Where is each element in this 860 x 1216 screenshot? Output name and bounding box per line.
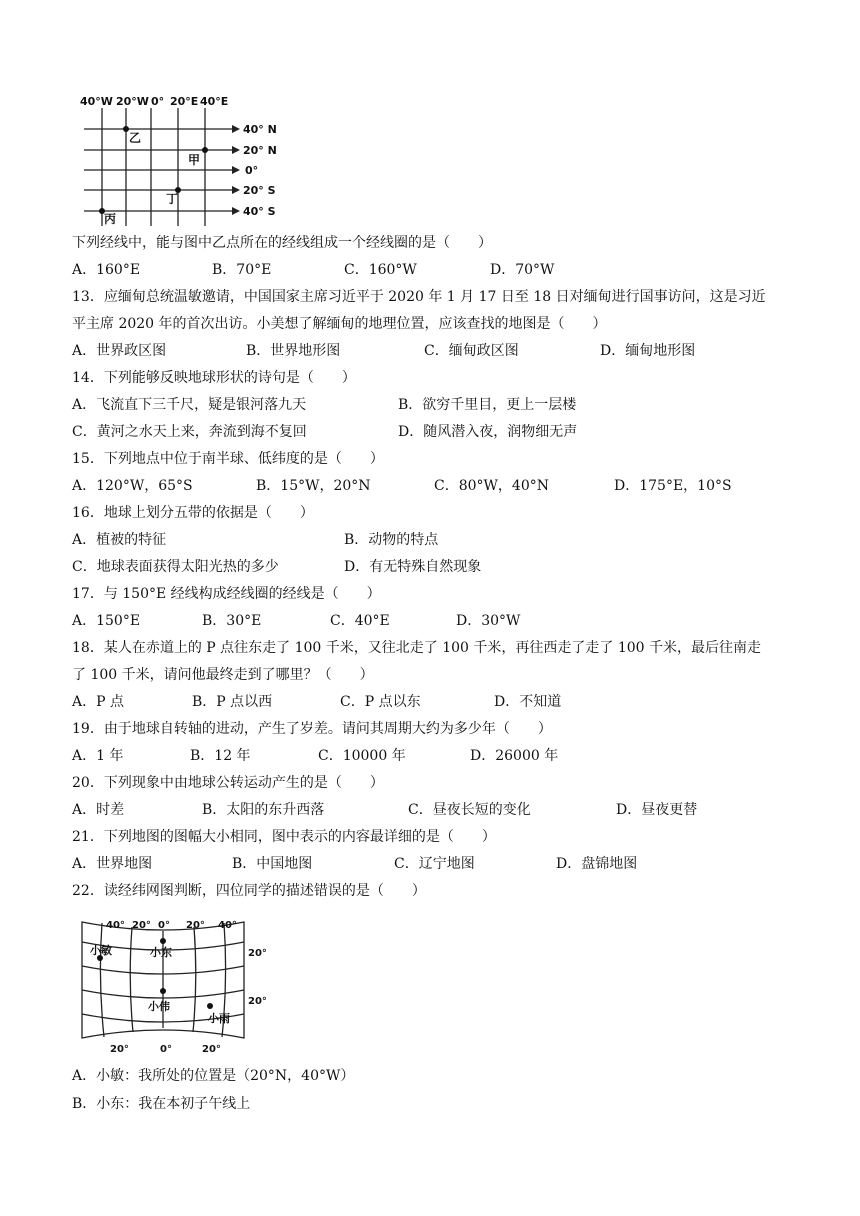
- q18-options: [72, 692, 792, 712]
- q12-option-b[interactable]: B．70°E: [212, 262, 272, 278]
- q15-stem: 15．下列地点中位于南半球、低纬度的是（ ）: [72, 451, 384, 467]
- fig2-top-label-20-left: 20°: [132, 920, 151, 931]
- q17-option-c[interactable]: C．40°E: [330, 613, 390, 629]
- q21-options: [72, 854, 792, 874]
- q17-options: [72, 611, 792, 631]
- fig2-right-label-20-lower: 20°: [248, 996, 267, 1007]
- fig1-point-label-yi: 乙: [129, 131, 142, 145]
- q16-option-a[interactable]: A．植被的特征: [72, 532, 167, 548]
- q14-option-d[interactable]: D．随风潜入夜，润物细无声: [398, 424, 578, 440]
- q12-options: [72, 260, 792, 280]
- fig1-top-label-40w: 40°W: [80, 95, 113, 108]
- fig2-point-label-xiaowei: 小伟: [148, 1000, 170, 1013]
- q18-stem-line-1: 18．某人在赤道上的 P 点往东走了 100 千米，又往北走了 100 千米，再往西走了走了 100 千米，最后往南走: [72, 640, 761, 656]
- q18-option-d[interactable]: D．不知道: [494, 694, 562, 710]
- q20-stem: 20．下列现象中由地球公转运动产生的是（ ）: [72, 775, 384, 791]
- q20-option-d[interactable]: D．昼夜更替: [616, 802, 698, 818]
- q22-stem: 22．读经纬网图判断，四位同学的描述错误的是（ ）: [72, 883, 426, 899]
- q14-option-a[interactable]: A．飞流直下三千尺，疑是银河落九天: [72, 397, 307, 413]
- q17-option-d[interactable]: D．30°W: [456, 613, 521, 629]
- q13-option-a[interactable]: A．世界政区图: [72, 343, 167, 359]
- q21-stem: 21．下列地图的图幅大小相同，图中表示的内容最详细的是（ ）: [72, 829, 496, 845]
- q17-stem: 17．与 150°E 经线构成经线圈的经线是（ ）: [72, 586, 381, 602]
- q13-option-b[interactable]: B．世界地形图: [246, 343, 341, 359]
- fig2-bottom-label-20-right: 20°: [202, 1044, 221, 1054]
- q16-stem: 16．地球上划分五带的依据是（ ）: [72, 505, 314, 521]
- fig2-top-label-0: 0°: [158, 920, 170, 931]
- q18-option-a[interactable]: A．P 点: [72, 694, 124, 710]
- q18-stem-line-2: 了 100 千米，请问他最终走到了哪里？（ ）: [72, 667, 374, 683]
- q16-option-c[interactable]: C．地球表面获得太阳光热的多少: [72, 559, 279, 575]
- fig1-point-label-jia: 甲: [188, 153, 201, 167]
- q15-option-b[interactable]: B．15°W，20°N: [256, 478, 371, 494]
- q14-stem: 14．下列能够反映地球形状的诗句是（ ）: [72, 370, 356, 386]
- q22-option-b[interactable]: B．小东：我在本初子午线上: [72, 1096, 251, 1112]
- q13-option-d[interactable]: D．缅甸地形图: [600, 343, 696, 359]
- fig2-right-label-20-upper: 20°: [248, 948, 267, 959]
- fig1-right-label-20s: 20° S: [243, 184, 276, 197]
- q19-option-c[interactable]: C．10000 年: [318, 748, 406, 764]
- q15-option-c[interactable]: C．80°W，40°N: [434, 478, 549, 494]
- q15-options: [72, 476, 792, 496]
- fig2-point-label-xiaoyu: 小雨: [208, 1012, 230, 1025]
- q20-option-c[interactable]: C．昼夜长短的变化: [408, 802, 531, 818]
- q19-stem: 19．由于地球自转轴的进动，产生了岁差。请问其周期大约为多少年（ ）: [72, 721, 552, 737]
- q20-option-b[interactable]: B．太阳的东升西落: [202, 802, 325, 818]
- fig2-bottom-label-20-left: 20°: [110, 1044, 129, 1054]
- q15-option-a[interactable]: A．120°W，65°S: [72, 478, 193, 494]
- q16-options-row-1: [72, 530, 792, 550]
- q12-option-d[interactable]: D．70°W: [490, 262, 555, 278]
- q19-option-a[interactable]: A．1 年: [72, 748, 124, 764]
- fig1-right-label-40s: 40° S: [243, 205, 276, 218]
- q12-option-a[interactable]: A．160°E: [72, 262, 141, 278]
- q14-option-c[interactable]: C．黄河之水天上来，奔流到海不复回: [72, 424, 307, 440]
- fig1-top-label-40e: 40°E: [200, 95, 229, 108]
- lat-long-grid-figure-1: [78, 94, 288, 228]
- fig1-top-label-20e: 20°E: [170, 95, 199, 108]
- q21-option-c[interactable]: C．辽宁地图: [394, 856, 475, 872]
- fig1-point-jia: [202, 147, 208, 153]
- q20-options: [72, 800, 792, 820]
- fig2-top-label-20-right: 20°: [186, 920, 205, 931]
- fig2-point-label-xiaomin: 小敏: [90, 944, 112, 957]
- q21-option-d[interactable]: D．盘锦地图: [556, 856, 638, 872]
- q17-option-a[interactable]: A．150°E: [72, 613, 141, 629]
- q12-stem: 下列经线中，能与图中乙点所在的经线组成一个经线圈的是（ ）: [72, 235, 492, 251]
- fig1-right-label-0: 0°: [245, 164, 259, 177]
- q19-option-b[interactable]: B．12 年: [190, 748, 251, 764]
- q14-options-row-1: [72, 395, 792, 415]
- fig2-top-label-40-right: 40°: [218, 920, 237, 931]
- q12-option-c[interactable]: C．160°W: [344, 262, 417, 278]
- fig1-point-label-ding: 丁: [166, 192, 179, 206]
- q18-option-c[interactable]: C．P 点以东: [340, 694, 421, 710]
- q16-option-d[interactable]: D．有无特殊自然现象: [344, 559, 482, 575]
- q15-option-d[interactable]: D．175°E，10°S: [614, 478, 732, 494]
- q13-option-c[interactable]: C．缅甸政区图: [424, 343, 519, 359]
- fig2-point-xiaoyu: [207, 1003, 213, 1009]
- fig1-top-label-20w: 20°W: [116, 95, 149, 108]
- q19-options: [72, 746, 792, 766]
- q19-option-d[interactable]: D．26000 年: [470, 748, 559, 764]
- q13-options: [72, 341, 792, 361]
- q13-stem-line-1: 13．应缅甸总统温敏邀请，中国国家主席习近平于 2020 年 1 月 17 日至 18 日对缅甸进行国事访问，这是习近: [72, 289, 766, 305]
- fig2-bottom-label-0: 0°: [160, 1044, 172, 1054]
- q13-stem-line-2: 平主席 2020 年的首次出访。小美想了解缅甸的地理位置，应该查找的地图是（ ）: [72, 316, 607, 332]
- fig1-top-label-0: 0°: [151, 95, 165, 108]
- fig2-point-label-xiaodong: 小东: [150, 946, 172, 959]
- q21-option-b[interactable]: B．中国地图: [232, 856, 313, 872]
- q18-option-b[interactable]: B．P 点以西: [192, 694, 273, 710]
- q16-option-b[interactable]: B．动物的特点: [344, 532, 439, 548]
- fig2-top-label-40-left: 40°: [106, 920, 125, 931]
- q20-option-a[interactable]: A．时差: [72, 802, 125, 818]
- lat-long-grid-figure-2: [76, 914, 276, 1054]
- q14-options-row-2: [72, 422, 792, 442]
- fig1-right-label-20n: 20° N: [243, 144, 277, 157]
- q22-option-a[interactable]: A．小敏：我所处的位置是（20°N，40°W）: [72, 1068, 355, 1084]
- q21-option-a[interactable]: A．世界地图: [72, 856, 153, 872]
- q17-option-b[interactable]: B．30°E: [202, 613, 262, 629]
- q16-options-row-2: [72, 557, 792, 577]
- fig1-right-label-40n: 40° N: [243, 123, 277, 136]
- fig2-point-xiaodong: [160, 938, 166, 944]
- q14-option-b[interactable]: B．欲穷千里目，更上一层楼: [398, 397, 577, 413]
- fig1-point-label-bing: 丙: [104, 212, 117, 226]
- fig2-point-xiaowei: [160, 988, 166, 994]
